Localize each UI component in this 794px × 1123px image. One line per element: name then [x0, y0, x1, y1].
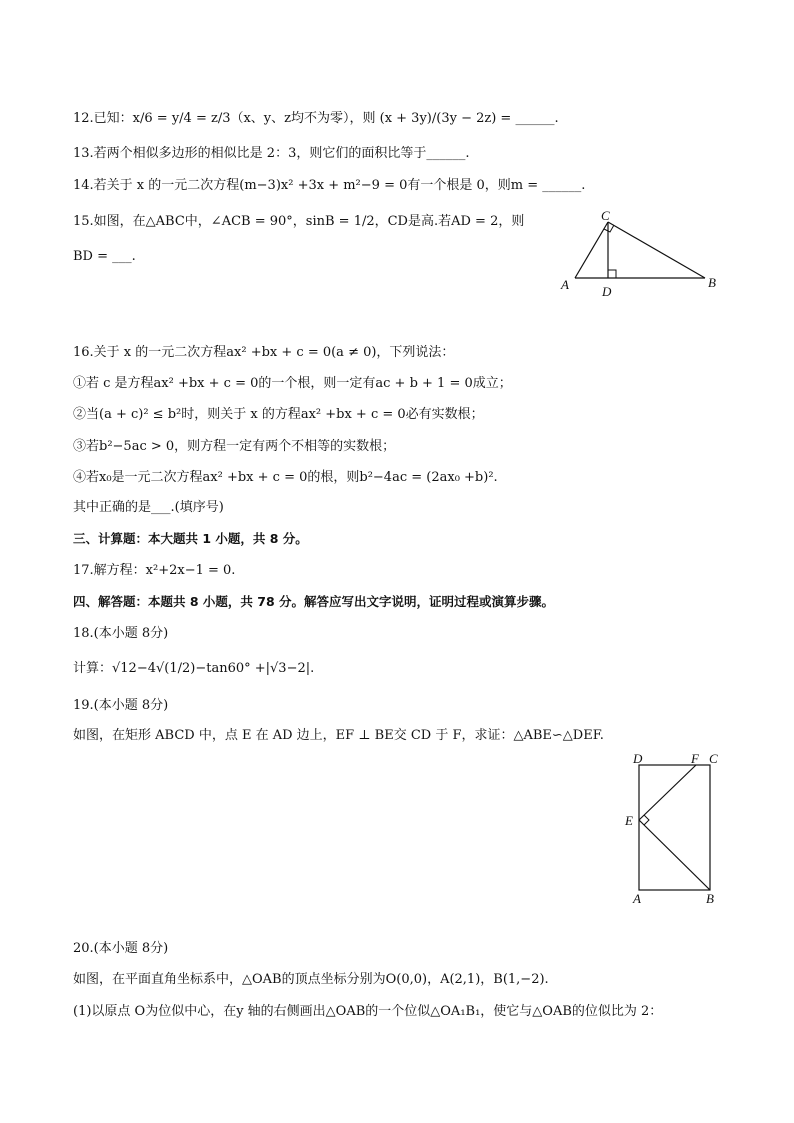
- label-d: D: [602, 284, 612, 299]
- question-12: 12.已知：x/6 = y/4 = z/3（x、y、z均不为零），则 (x + 3y)/(3y − 2z) = ______.: [73, 111, 559, 126]
- question-15-line1: 15.如图，在△ABC中，∠ACB = 90°，sinB = 1/2，CD是高.若AD = 2，则: [73, 214, 525, 229]
- question-19-body: 如图，在矩形 ABCD 中，点 E 在 AD 边上，EF ⊥ BE交 CD 于 F，求证：△ABE∽△DEF.: [73, 728, 604, 743]
- question-20-heading: 20.(本小题 8分): [73, 941, 169, 956]
- question-18-heading: 18.(本小题 8分): [73, 626, 169, 641]
- label-d: D: [633, 751, 643, 766]
- question-20-body: 如图，在平面直角坐标系中，△OAB的顶点坐标分别为O(0,0)，A(2,1)，B(1,−2).: [73, 972, 549, 987]
- question-15-line2: BD = ___.: [73, 249, 136, 264]
- label-c: C: [709, 751, 718, 766]
- label-e: E: [625, 813, 633, 828]
- label-b: B: [706, 891, 714, 906]
- question-14: 14.若关于 x 的一元二次方程(m−3)x² +3x + m²−9 = 0有一个根是 0，则m = ______.: [73, 178, 586, 193]
- question-17: 17.解方程：x²+2x−1 = 0.: [73, 563, 236, 578]
- section-4-heading: 四、解答题：本题共 8 小题，共 78 分。解答应写出文字说明，证明过程或演算步骤。: [73, 594, 555, 609]
- label-f: F: [691, 751, 699, 766]
- question-16-option-4: ④若x₀是一元二次方程ax² +bx + c = 0的根，则b²−4ac = (2ax₀ +b)².: [73, 470, 498, 485]
- question-16-option-3: ③若b²−5ac > 0，则方程一定有两个不相等的实数根；: [73, 439, 396, 454]
- label-c: C: [601, 208, 610, 223]
- question-16-answer-prompt: 其中正确的是___.(填序号): [73, 500, 224, 515]
- label-a: A: [633, 891, 641, 906]
- question-16-stem: 16.关于 x 的一元二次方程ax² +bx + c = 0(a ≠ 0)，下列说法：: [73, 345, 455, 360]
- label-a: A: [561, 277, 569, 292]
- question-20-part-1: (1)以原点 O为位似中心，在y 轴的右侧画出△OAB的一个位似△OA₁B₁，使它与△OAB的位似比为 2：: [73, 1004, 663, 1019]
- question-16-option-2: ②当(a + c)² ≤ b²时，则关于 x 的方程ax² +bx + c = 0必有实数根；: [73, 407, 484, 422]
- section-3-heading: 三、计算题：本大题共 1 小题，共 8 分。: [73, 531, 308, 546]
- question-18-body: 计算：√12−4√(1/2)−tan60° +|√3−2|.: [73, 661, 315, 676]
- figure-triangle-abc: [555, 206, 730, 301]
- question-13: 13.若两个相似多边形的相似比是 2：3，则它们的面积比等于______.: [73, 146, 470, 161]
- label-b: B: [708, 275, 716, 290]
- question-19-heading: 19.(本小题 8分): [73, 698, 169, 713]
- question-16-option-1: ①若 c 是方程ax² +bx + c = 0的一个根，则一定有ac + b + 1 = 0成立；: [73, 376, 512, 391]
- figure-rectangle-abcd: [620, 750, 730, 910]
